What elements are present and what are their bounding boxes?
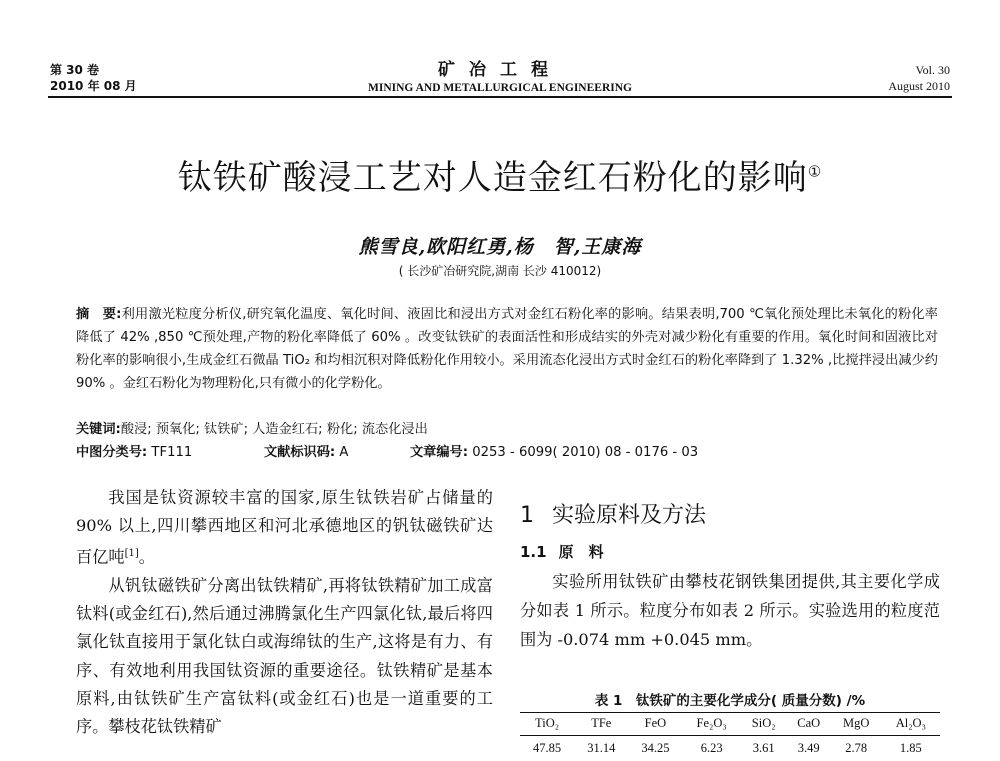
date-cn: 2010 年 08 月 xyxy=(50,78,137,94)
table-cell: 1.85 xyxy=(882,736,940,761)
header-center xyxy=(0,60,1000,96)
article-no-value: 0253 - 6099( 2010) 08 - 0176 - 03 xyxy=(472,441,698,464)
doc-code-label: 文献标识码: xyxy=(264,445,335,460)
classification-line xyxy=(76,441,938,464)
body-right-column xyxy=(520,568,940,654)
section-heading xyxy=(520,498,706,529)
table-header-cell: TiO₂ xyxy=(520,713,574,736)
table-cell: 3.61 xyxy=(741,736,787,761)
table-cell: 47.85 xyxy=(520,736,574,761)
table-cell: 31.14 xyxy=(574,736,628,761)
paragraph-text: 我国是钛资源较丰富的国家,原生钛铁岩矿占储量的 90% 以上,四川攀西地区和河北承德地区的钒钛磁铁矿达百亿吨 xyxy=(76,488,493,567)
table-caption: 表 1 钛铁矿的主要化学成分( 质量分数) /% xyxy=(520,689,940,709)
table-row xyxy=(520,736,940,761)
abstract-text: 利用激光粒度分析仪,研究氧化温度、氧化时间、液固比和浸出方式对金红石粉化率的影响。结果表明,700 ℃氧化预处理比未氧化的粉化率降低了 42% ,850 ℃预处理,产物的粉化率降低了 60% 。改变钛铁矿的表面活性和形成结实的外壳对减少粉化有重要的作用。氧化时间和固液比对粉化率的影响很小,生成金红石微晶 TiO₂ 和均相沉积对降低粉化作用较小。采用流态化浸出方式时金红石的粉化率降到了 1.32% ,比搅拌浸出减少约 90% 。金红石粉化为物理粉化,只有微小的化学粉化。 xyxy=(76,307,938,391)
table-header-cell: MgO xyxy=(831,713,882,736)
clc-label: 中图分类号: xyxy=(76,445,147,460)
keywords-label: 关键词: xyxy=(76,422,121,437)
keywords xyxy=(76,418,938,441)
subsection-number: 1.1 xyxy=(520,543,547,561)
citation-ref: [1] xyxy=(125,548,139,559)
paragraph xyxy=(76,484,493,572)
journal-name-cn: 矿冶工程 xyxy=(0,60,1000,80)
composition-table xyxy=(520,712,940,761)
table-header-cell: Fe₂O₃ xyxy=(683,713,741,736)
paragraph-end: 。 xyxy=(139,548,155,567)
subsection-title: 原 料 xyxy=(559,543,604,561)
table-cell: 3.49 xyxy=(787,736,831,761)
volume-cn: 第 30 卷 xyxy=(50,62,137,78)
paragraph: 从钒钛磁铁矿分离出钛铁精矿,再将钛铁精矿加工成富钛料(或金红石),然后通过沸腾氯化生产四氯化钛,最后将四氯化钛直接用于氯化钛白或海绵钛的生产,这将是有力、有序、有效地利用我国钛资源的重要途径。钛铁精矿是基本原料,由钛铁矿生产富钛料(或金红石)也是一道重要的工序。攀枝花钛铁精矿 xyxy=(76,572,493,741)
abstract-label: 摘 要: xyxy=(76,307,121,322)
subsection-heading xyxy=(520,541,604,562)
volume-en: Vol. 30 xyxy=(888,62,950,78)
title-footnote-mark: ① xyxy=(808,163,822,181)
abstract xyxy=(76,303,938,395)
table-header-cell: SiO₂ xyxy=(741,713,787,736)
doc-code-value: A xyxy=(339,441,348,464)
authors: 熊雪良,欧阳红勇,杨 智,王康海 xyxy=(0,232,1000,259)
clc-value: TF111 xyxy=(151,441,192,464)
article-no-label: 文章编号: xyxy=(410,445,468,460)
section-number: 1 xyxy=(520,503,534,528)
table-header-cell: FeO xyxy=(628,713,682,736)
keywords-text: 酸浸; 预氧化; 钛铁矿; 人造金红石; 粉化; 流态化浸出 xyxy=(121,422,428,437)
header-right xyxy=(888,62,950,94)
table-header-cell: TFe xyxy=(574,713,628,736)
affiliation: ( 长沙矿冶研究院,湖南 长沙 410012) xyxy=(0,262,1000,279)
table-header-cell: CaO xyxy=(787,713,831,736)
table-header-cell: Al₂O₃ xyxy=(882,713,940,736)
title-text: 钛铁矿酸浸工艺对人造金红石粉化的影响 xyxy=(178,158,808,198)
table-cell: 34.25 xyxy=(628,736,682,761)
paper-title xyxy=(0,150,1000,199)
paragraph: 实验所用钛铁矿由攀枝花钢铁集团提供,其主要化学成分如表 1 所示。粒度分布如表 2 所示。实验选用的粒度范围为 -0.074 mm +0.045 mm。 xyxy=(520,568,940,654)
header-rule xyxy=(48,96,952,98)
body-left-column xyxy=(76,484,493,741)
table-cell: 6.23 xyxy=(683,736,741,761)
table-header-row xyxy=(520,713,940,736)
journal-name-en: MINING AND METALLURGICAL ENGINEERING xyxy=(0,80,1000,96)
date-en: August 2010 xyxy=(888,78,950,94)
table-cell: 2.78 xyxy=(831,736,882,761)
section-title: 实验原料及方法 xyxy=(552,503,706,528)
